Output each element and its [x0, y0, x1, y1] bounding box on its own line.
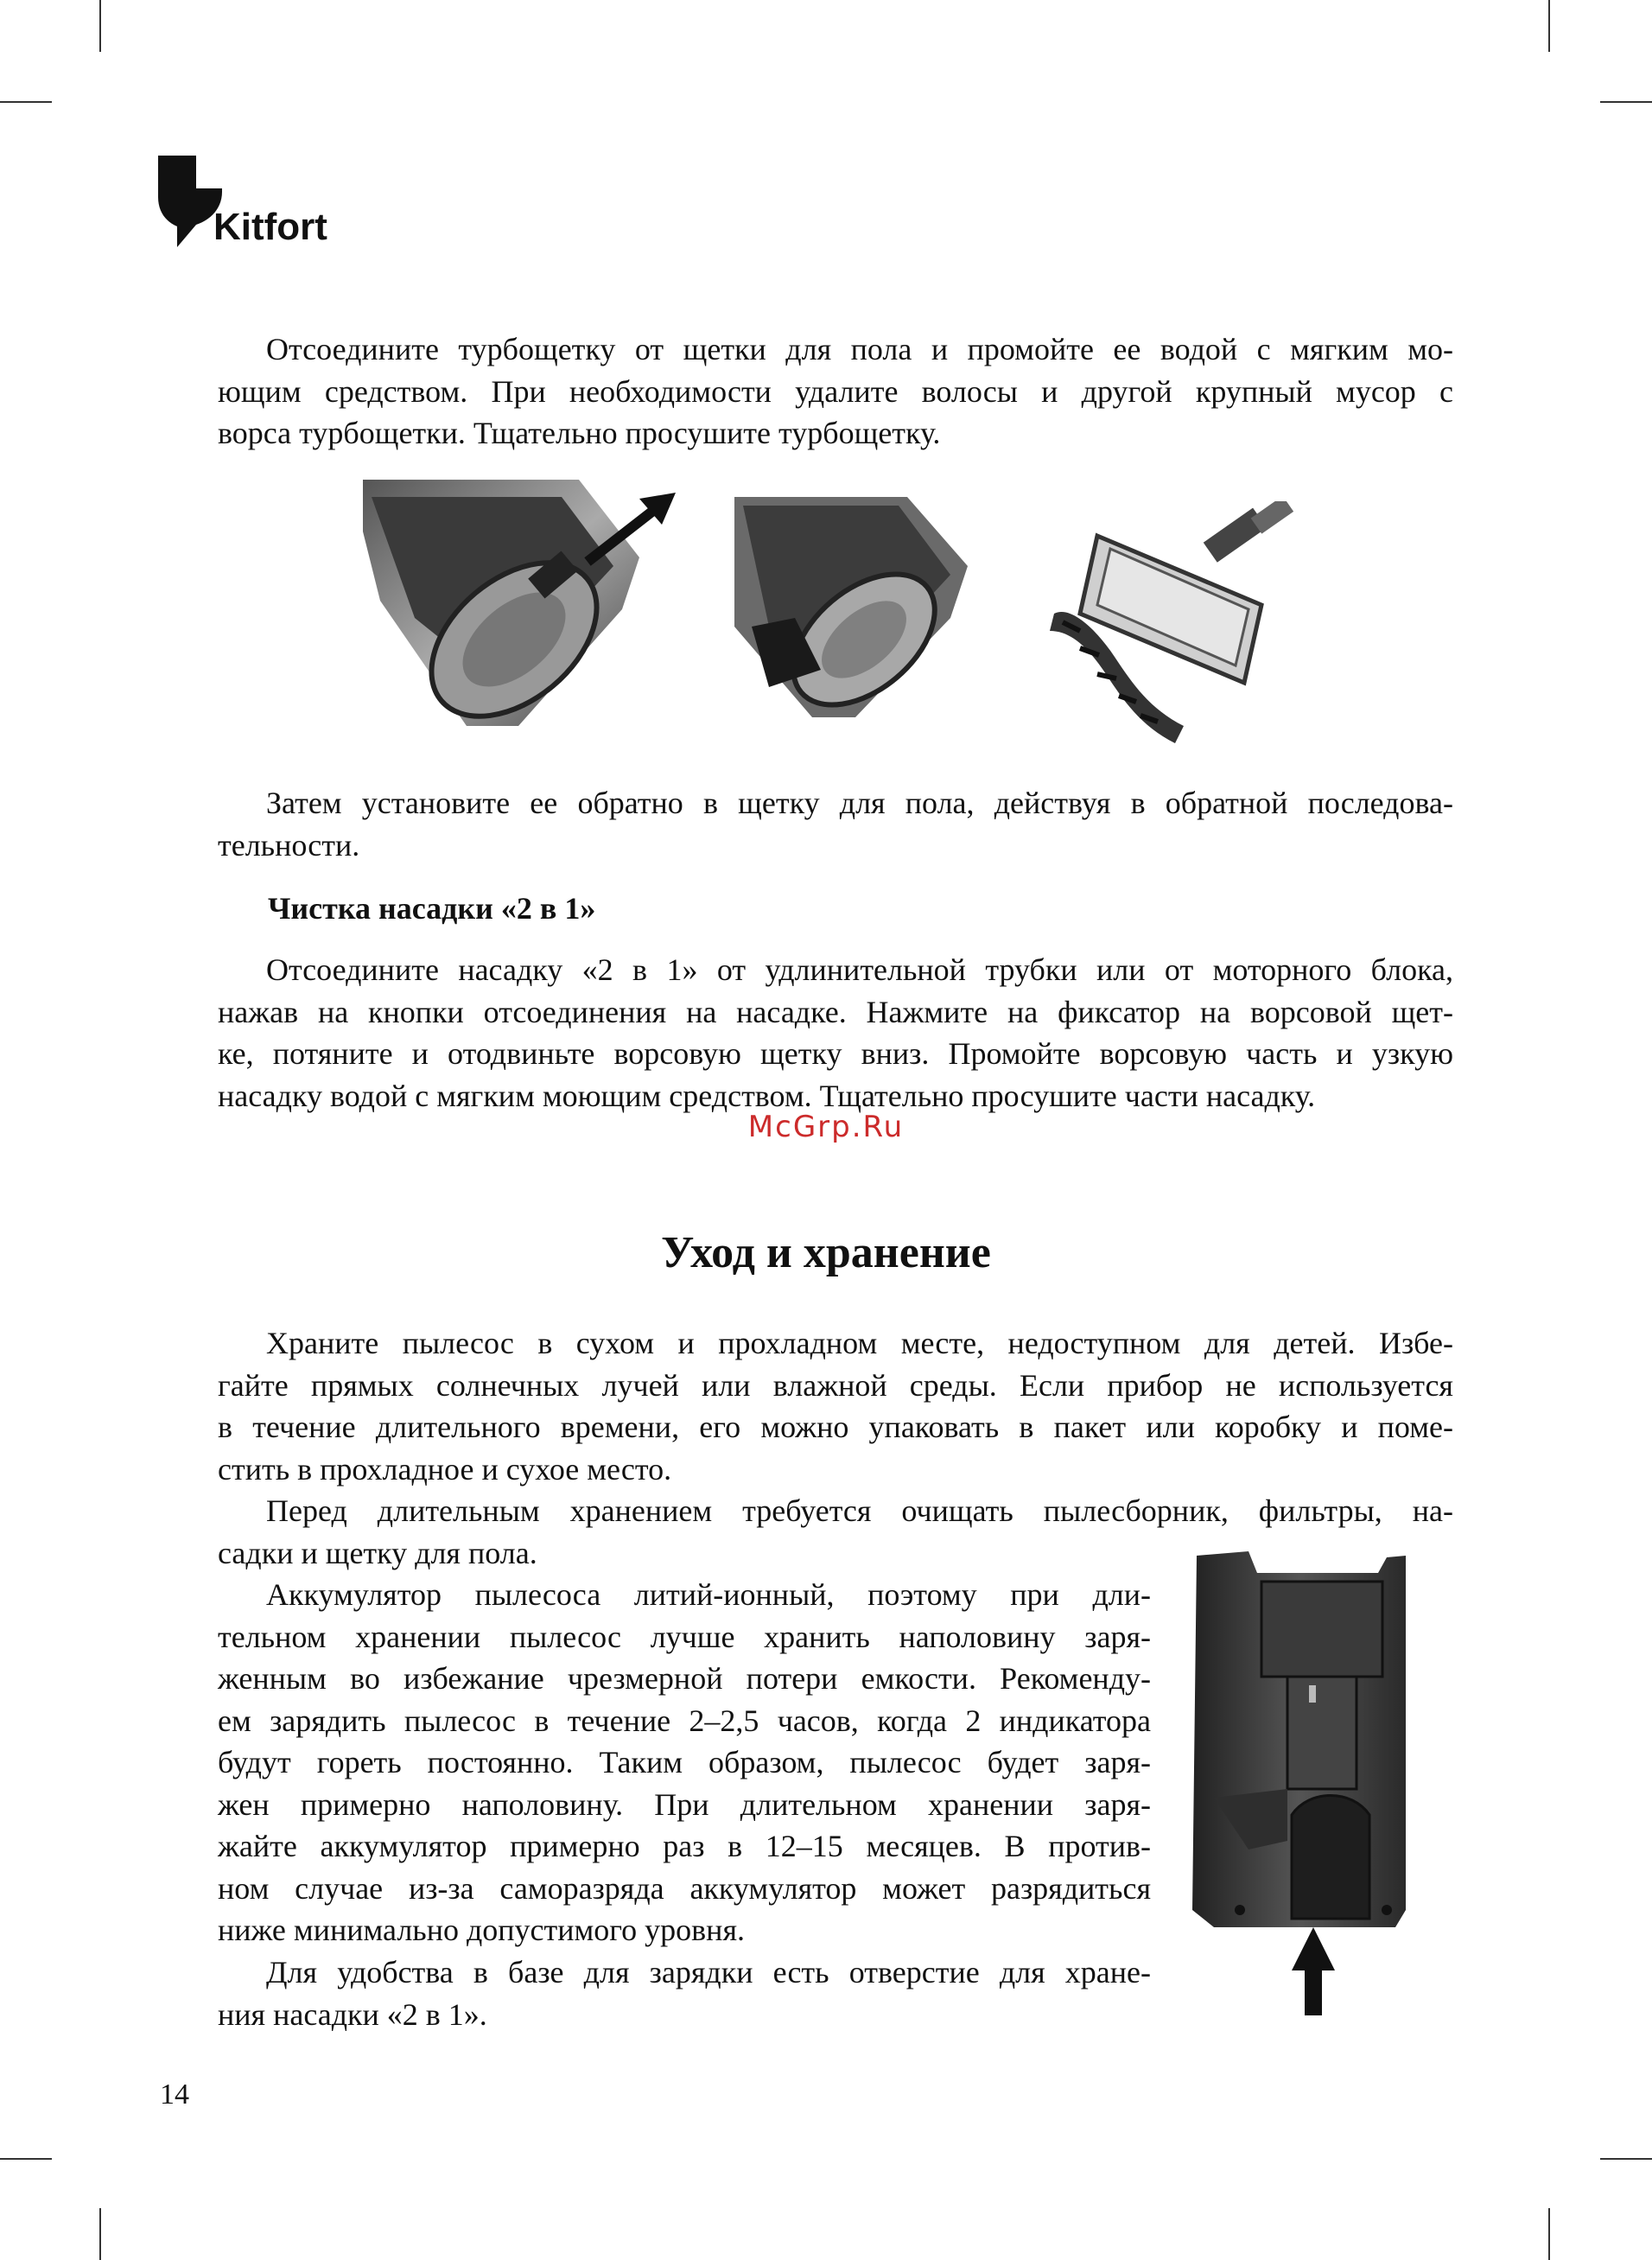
text-line: жен примерно наполовину. При длительном хранении заря-: [218, 1786, 1151, 1822]
paragraph-2in1-cleaning: [218, 949, 1453, 1117]
text-line: стить в прохладное и сухое место.: [218, 1451, 672, 1487]
section-heading-cleaning-2in1: Чистка насадки «2 в 1»: [268, 891, 596, 926]
text-line: Перед длительным хранением требуется очищать пылесборник, фильтры, на-: [266, 1493, 1453, 1528]
text-line: ем зарядить пылесос в течение 2–2,5 часов, когда 2 индикатора: [218, 1703, 1151, 1738]
brand-name: Kitfort: [213, 206, 327, 248]
paragraph-base-hole: [218, 1951, 1151, 2035]
text-line: нажав на кнопки отсоединения на насадке. Нажмите на фиксатор на ворсовой щет-: [218, 994, 1453, 1029]
paragraph-reinstall: [218, 782, 1453, 866]
text-line: жайте аккумулятор примерно раз в 12–15 месяцев. В против-: [218, 1829, 1151, 1863]
text-line: насадку водой с мягким моющим средством. Тщательно просушите части насадку.: [218, 1078, 1316, 1113]
text-line: тельности.: [218, 827, 360, 863]
text-line: Аккумулятор пылесоса литий-ионный, поэтому при дли-: [266, 1577, 1151, 1612]
paragraph-turbobrush: [218, 328, 1453, 455]
charging-base-photo: [1179, 1547, 1413, 2018]
text-line: Отсоедините турбощетку от щетки для пола и промойте ее водой с мягким мо-: [266, 332, 1453, 366]
brand-logo: [158, 156, 365, 251]
text-line: женным во избежание чрезмерной потери емкости. Рекоменду-: [218, 1661, 1151, 1696]
crop-mark: [0, 101, 52, 103]
text-line: ния насадки «2 в 1».: [218, 1996, 487, 2032]
crop-mark: [1600, 101, 1652, 103]
paragraph-storage: [218, 1322, 1453, 1490]
text-line: будут гореть постоянно. Таким образом, пылесос будет заря-: [218, 1745, 1151, 1779]
text-line: Храните пылесос в сухом и прохладном месте, недоступном для детей. Избе-: [266, 1326, 1453, 1360]
page-number: 14: [160, 2079, 189, 2110]
text-line: ворса турбощетки. Тщательно просушите турбощетку.: [218, 416, 941, 450]
turbobrush-removal-photo-2: [734, 497, 994, 717]
text-line: ке, потяните и отодвиньте ворсовую щетку вниз. Промойте ворсовую часть и узкую: [218, 1036, 1453, 1071]
text-line: Затем установите ее обратно в щетку для пола, действуя в обратной последова-: [266, 786, 1453, 820]
text-line: Для удобства в базе для зарядки есть отверстие для хране-: [266, 1955, 1151, 1989]
text-line: ниже минимально допустимого уровня.: [218, 1913, 745, 1947]
paragraph-battery: [218, 1574, 1151, 1951]
text-line: тельном хранении пылесос лучше хранить наполовину заря-: [218, 1619, 1151, 1654]
text-line: садки и щетку для пола.: [218, 1535, 537, 1570]
text-line: ющим средством. При необходимости удалите волосы и другой крупный мусор с: [218, 373, 1453, 409]
crop-mark: [99, 0, 101, 52]
crop-mark: [99, 2208, 101, 2260]
turbobrush-removal-photo-1: [363, 480, 683, 726]
text-line: ном случае из-за саморазряда аккумулятор может разрядиться: [218, 1870, 1151, 1906]
text-line: гайте прямых солнечных лучей или влажной среды. Если прибор не используется: [218, 1367, 1453, 1403]
text-line: в течение длительного времени, его можно упаковать в пакет или коробку и поме-: [218, 1410, 1453, 1444]
crop-mark: [1548, 2208, 1550, 2260]
turbobrush-disassembled-photo: [1045, 501, 1305, 748]
crop-mark: [1548, 0, 1550, 52]
text-line: Отсоедините насадку «2 в 1» от удлинительной трубки или от моторного блока,: [266, 952, 1453, 987]
section-heading-care-storage: Уход и хранение: [661, 1228, 991, 1277]
crop-mark: [1600, 2158, 1652, 2160]
watermark: McGrp.Ru: [747, 1110, 905, 1144]
crop-mark: [0, 2158, 52, 2160]
